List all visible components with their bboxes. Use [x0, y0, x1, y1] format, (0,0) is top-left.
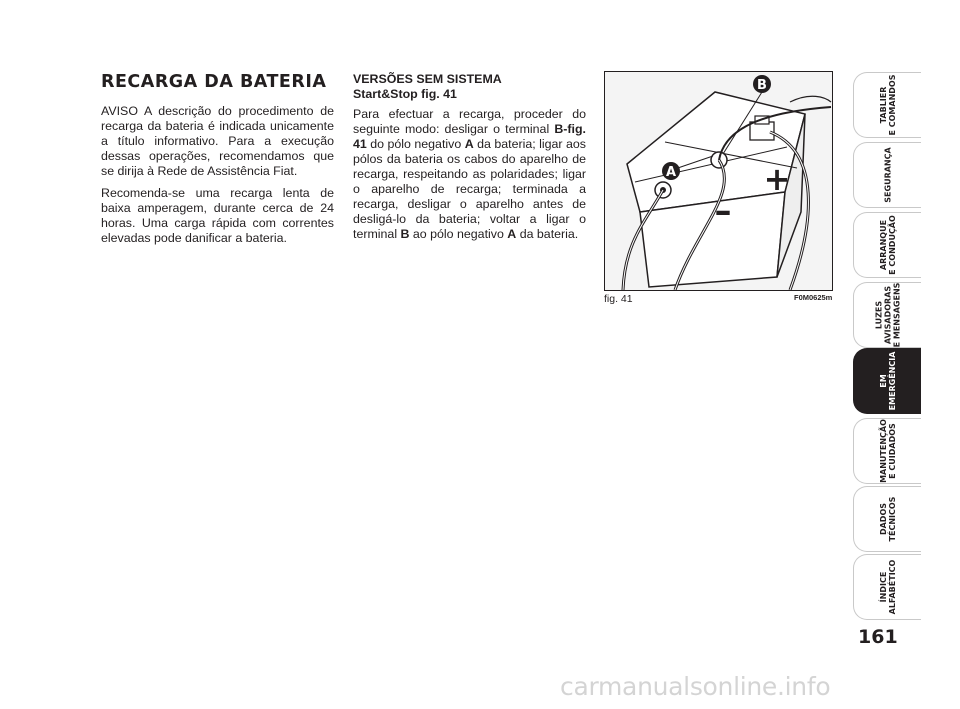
- tab-arranque-conducao[interactable]: [853, 212, 921, 278]
- tab-seguranca[interactable]: [853, 142, 921, 208]
- middle-column: [353, 72, 586, 249]
- page-number: 161: [858, 626, 898, 648]
- battery-illustration: [605, 72, 832, 290]
- tab-tablier-comandos[interactable]: [853, 72, 921, 138]
- minus-sign: –: [714, 191, 732, 231]
- plus-sign: +: [763, 160, 791, 198]
- tab-manutencao-cuidados[interactable]: [853, 418, 921, 484]
- tab-label: MANUTENÇÃO E CUIDADOS: [878, 419, 897, 483]
- subsection-heading: [353, 72, 586, 102]
- figure-code: F0M0625m: [794, 293, 833, 302]
- tab-label: SEGURANÇA: [883, 147, 892, 203]
- procedure-text: da bateria; ligar aos pólos da bateria os cabos do aparelho de recarga, respeitando as polaridades; ligar o aparelho de recarga; terminada a recarga, desligar o aparelho antes de desligá-lo da bateria; voltar a ligar o terminal: [353, 137, 586, 241]
- tab-dados-tecnicos[interactable]: [853, 486, 921, 552]
- battery-figure: [604, 71, 833, 291]
- label-a: A: [665, 165, 677, 180]
- tab-label: DADOS TÉCNICOS: [878, 496, 897, 542]
- section-title: RECARGA DA BATERIA: [101, 72, 327, 92]
- procedure-text: ao pólo negativo: [409, 227, 508, 241]
- tab-label: LUZES AVISADORAS E MENSAGENS: [874, 282, 901, 348]
- pole-ref: A: [507, 227, 517, 241]
- watermark: carmanualsonline.info: [560, 672, 831, 701]
- procedure-text: da bateria.: [516, 227, 579, 241]
- subsection-heading-line2: Start&Stop fig. 41: [353, 87, 457, 101]
- subsection-heading-line1: VERSÕES SEM SISTEMA: [353, 72, 502, 86]
- terminal-ref: B: [400, 227, 410, 241]
- recommendation-paragraph: Recomenda-se uma recarga lenta de baixa amperagem, durante cerca de 24 horas. Uma carga rápida com correntes elevadas pode danificar a bateria.: [101, 186, 334, 245]
- left-column: [101, 72, 334, 253]
- warning-paragraph: AVISO A descrição do procedimento de recarga da bateria é indicada unicamente a título informativo. Para a execução dessas operações, recomendamos que se dirija à Rede de Assistência Fiat.: [101, 104, 334, 178]
- tab-label: ARRANQUE E CONDUÇÃO: [878, 215, 897, 275]
- terminal-ref: B-fig. 41: [353, 122, 586, 151]
- figure-caption: fig. 41: [604, 293, 633, 305]
- tab-indice-alfabetico[interactable]: [853, 554, 921, 620]
- procedure-text: Para efectuar a recarga, proceder do seguinte modo: desligar o terminal: [353, 107, 586, 136]
- procedure-text: do pólo negativo: [366, 137, 465, 151]
- tab-label: EM EMERGÊNCIA: [878, 351, 897, 411]
- label-b: B: [757, 78, 767, 93]
- tab-em-emergencia[interactable]: [853, 348, 921, 414]
- tab-label: ÍNDICE ALFABÉTICO: [878, 559, 897, 615]
- tab-luzes-avisadoras[interactable]: [853, 282, 921, 348]
- procedure-paragraph: [353, 107, 586, 242]
- tab-label: TABLIER E COMANDOS: [878, 74, 897, 136]
- pole-ref: A: [464, 137, 474, 151]
